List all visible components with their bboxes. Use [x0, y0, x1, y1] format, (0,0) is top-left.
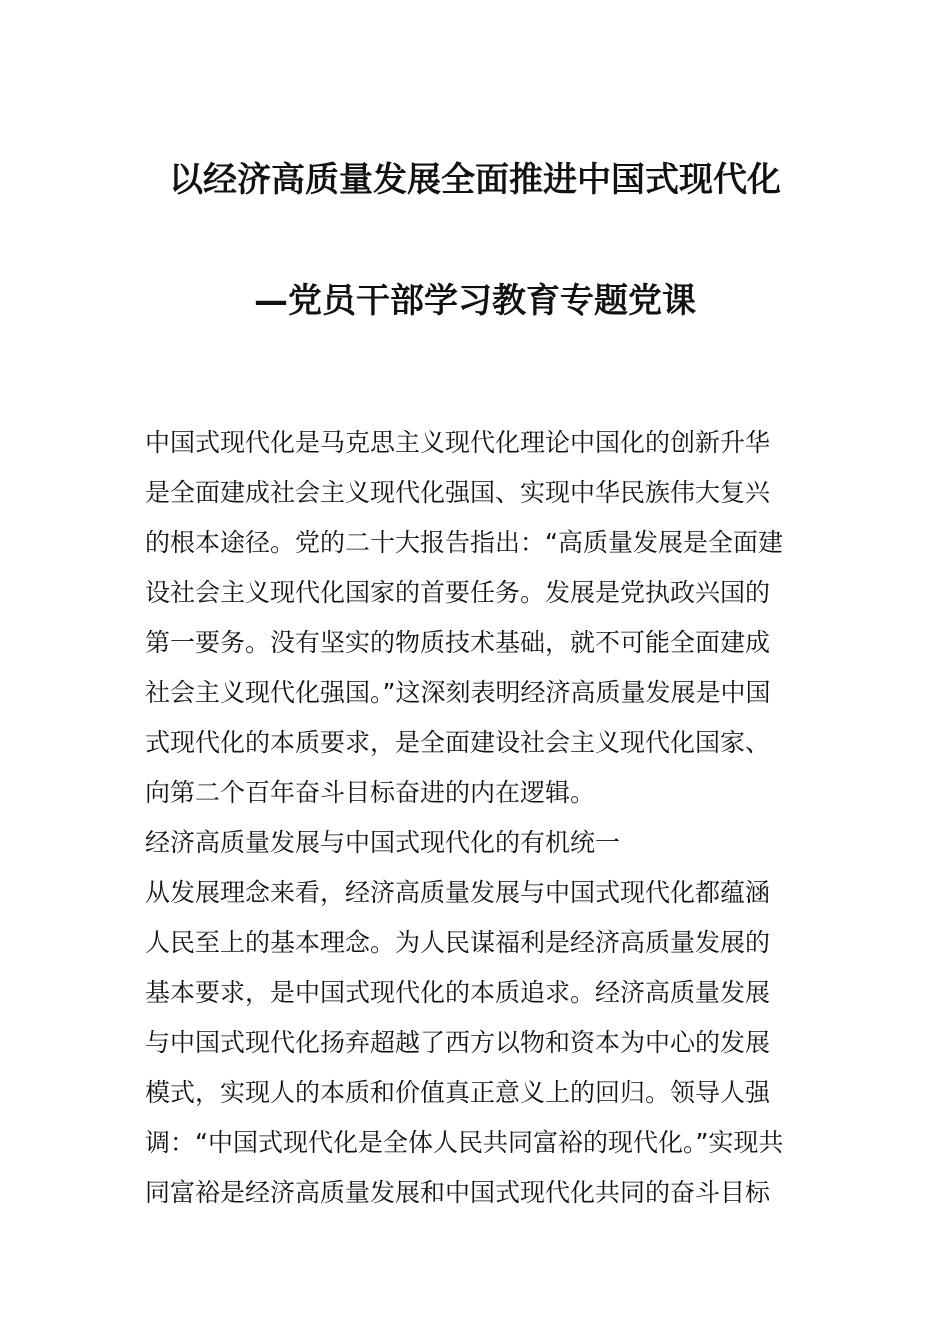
text-line: 中国式现代化是马克思主义现代化理论中国化的创新升华: [145, 428, 771, 457]
text-line: 式现代化的本质要求，是全面建设社会主义现代化国家、: [145, 728, 771, 757]
document-title: 以经济高质量发展全面推进中国式现代化: [169, 160, 781, 200]
section-heading: 经济高质量发展与中国式现代化的有机统一: [145, 828, 621, 857]
text-line: 调：“中国式现代化是全体人民共同富裕的现代化。”实现共: [145, 1128, 784, 1157]
text-line: 向第二个百年奋斗目标奋进的内在逻辑。: [145, 778, 596, 807]
text-line: 基本要求，是中国式现代化的本质追求。经济高质量发展: [145, 978, 771, 1007]
text-line: 模式，实现人的本质和价值真正意义上的回归。领导人强: [145, 1078, 771, 1107]
document-subtitle: —党员干部学习教育专题党课: [254, 281, 696, 321]
text-line: 人民至上的基本理念。为人民谋福利是经济高质量发展的: [145, 928, 771, 957]
body-text: [145, 418, 810, 1218]
text-line: 是全面建成社会主义现代化强国、实现中华民族伟大复兴: [145, 478, 771, 507]
text-line: 的根本途径。党的二十大报告指出：“高质量发展是全面建: [145, 528, 783, 557]
text-line: 设社会主义现代化国家的首要任务。发展是党执政兴国的: [145, 578, 771, 607]
text-line: 从发展理念来看，经济高质量发展与中国式现代化都蕴涵: [145, 878, 771, 907]
text-line: 同富裕是经济高质量发展和中国式现代化共同的奋斗目标: [145, 1178, 771, 1207]
text-line: 与中国式现代化扬弃超越了西方以物和资本为中心的发展: [145, 1028, 771, 1057]
text-line: 第一要务。没有坚实的物质技术基础，就不可能全面建成: [145, 628, 771, 657]
text-line: 社会主义现代化强国。”这深刻表明经济高质量发展是中国: [145, 678, 771, 707]
